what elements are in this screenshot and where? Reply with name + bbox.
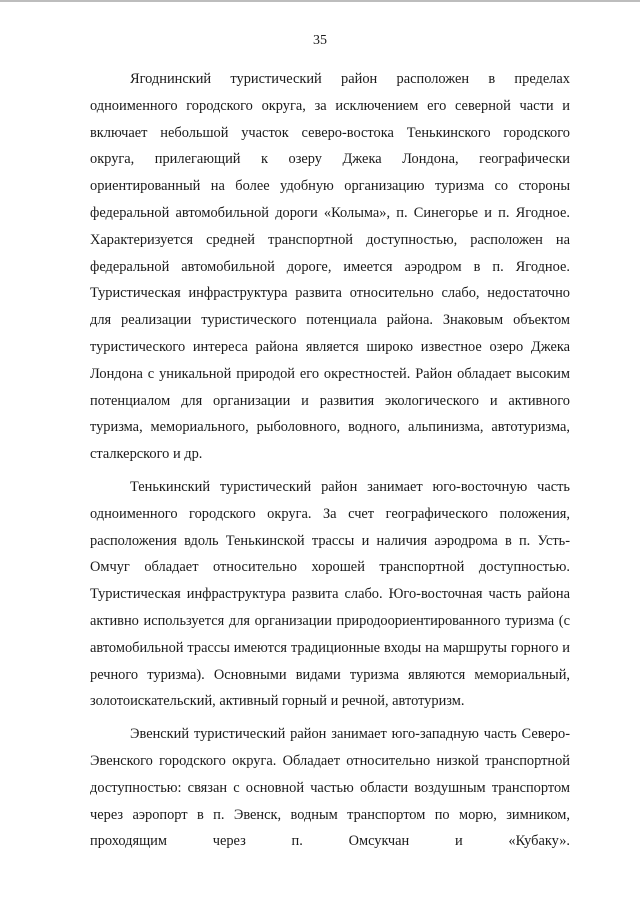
document-body (90, 66, 570, 861)
page-top-edge (0, 0, 640, 2)
paragraph-tenkinsky-district: Тенькинский туристический район занимает юго-восточную часть одноименного городского округа. За счет географического положения, расположения вдоль Тенькинской трассы и наличия аэродрома в п. Усть-Омчуг обладает относительно хорошей транспортной доступностью. Туристическая инфраструктура развита слабо. Юго-восточная часть района активно используется для организации природоориентированного туризма (с автомобильной трассы имеются традиционные входы на маршруты горного и речного туризма). Основными видами туризма являются мемориальный, золотоискательский, активный горный и речной, автотуризм. (90, 478, 570, 710)
paragraph-evensky-district: Эвенский туристический район занимает юго-западную часть Северо-Эвенского городского округа. Обладает относительно низкой транспортной доступностью: связан с основной частью области воздушным транспортом через аэропорт в п. Эвенск, водным транспортом по морю, зимником, проходящим через п. Омсукчан и «Кубаку». (90, 726, 570, 850)
paragraph-yagodninsky-district: Ягоднинский туристический район расположен в пределах одноименного городского округа, за исключением его северной части и включает небольшой участок северо-востока Тенькинского городского округа, прилегающий к озеру Джека Лондона, географически ориентированный на более удобную организацию туризма со стороны федеральной автомобильной дороги «Колыма», п. Синегорье и п. Ягодное. Характеризуется средней транспортной доступностью, расположен на федеральной автомобильной дороге, имеется аэродром в п. Ягодное. Туристическая инфраструктура развита относительно слабо, недостаточно для реализации туристического потенциала района. Знаковым объектом туристического интереса района является широко известное озеро Джека Лондона с уникальной природой его окрестностей. Район обладает высоким потенциалом для организации и развития экологического и активного туризма, мемориального, рыболовного, водного, альпинизма, автотуризма, сталкерского и др. (90, 71, 570, 463)
page-number: 35 (313, 33, 327, 48)
